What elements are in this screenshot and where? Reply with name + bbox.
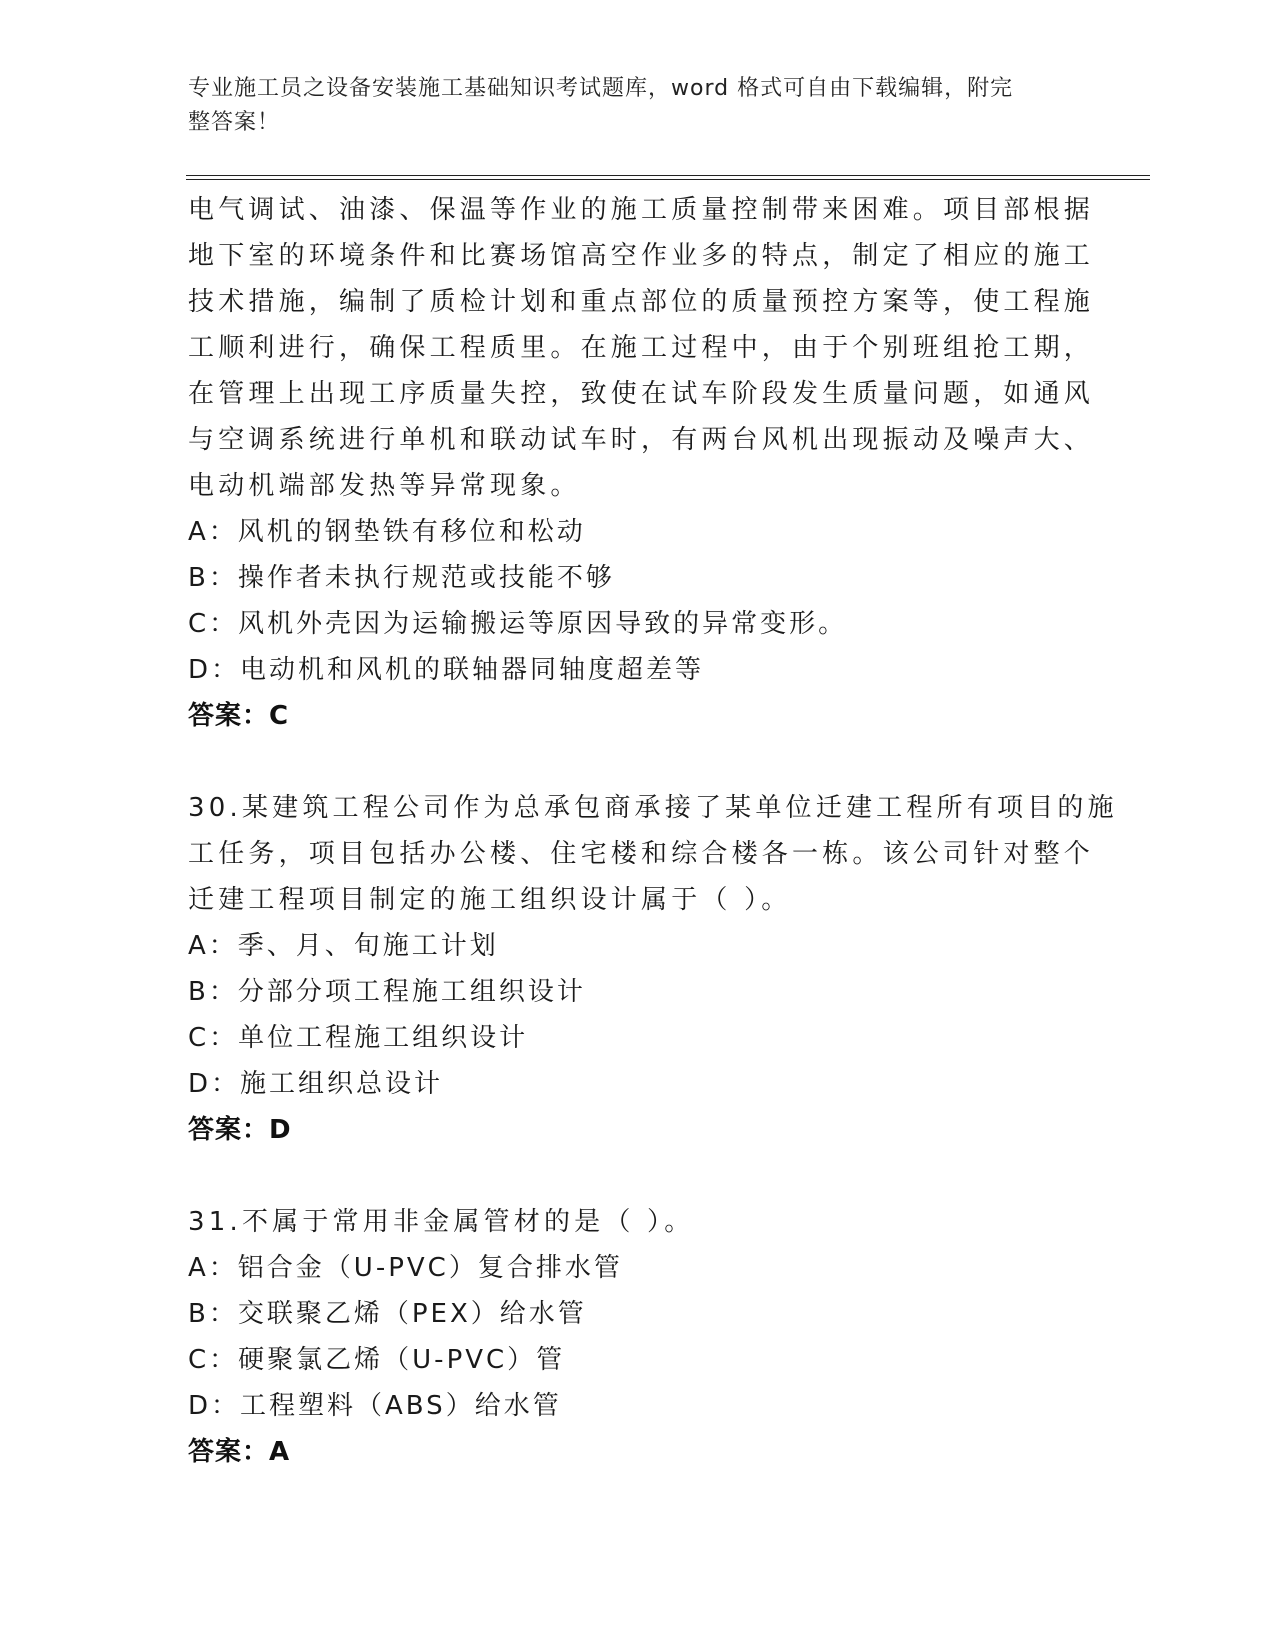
option-d: D：工程塑料（ABS）给水管 bbox=[188, 1391, 562, 1421]
answer-line: 答案：D bbox=[188, 1115, 292, 1145]
question-text-line: 31.不属于常用非金属管材的是（ ）。 bbox=[188, 1207, 695, 1237]
question-text-line: 地下室的环境条件和比赛场馆高空作业多的特点，制定了相应的施工 bbox=[188, 241, 1095, 271]
question-text-line: 电动机端部发热等异常现象。 bbox=[188, 471, 581, 501]
answer-line: 答案：C bbox=[188, 701, 290, 731]
header-line-1: 专业施工员之设备安装施工基础知识考试题库，word 格式可自由下载编辑，附完 bbox=[188, 76, 1014, 101]
option-d: D：施工组织总设计 bbox=[188, 1069, 444, 1099]
option-a: A：季、月、旬施工计划 bbox=[188, 931, 499, 961]
page-header bbox=[188, 72, 1068, 140]
option-d: D：电动机和风机的联轴器同轴度超差等 bbox=[188, 655, 705, 685]
question-text-line: 30.某建筑工程公司作为总承包商承接了某单位迁建工程所有项目的施 bbox=[188, 793, 1118, 823]
option-a: A：铝合金（U-PVC）复合排水管 bbox=[188, 1253, 623, 1283]
option-b: B：操作者未执行规范或技能不够 bbox=[188, 563, 615, 593]
question-spacer bbox=[188, 1153, 1088, 1199]
option-c: C：风机外壳因为运输搬运等原因导致的异常变形。 bbox=[188, 609, 848, 639]
question-text-line: 技术措施，编制了质检计划和重点部位的质量预控方案等，使工程施 bbox=[188, 287, 1095, 317]
question-text-line: 与空调系统进行单机和联动试车时，有两台风机出现振动及噪声大、 bbox=[188, 425, 1095, 455]
question-text-line: 工顺利进行，确保工程质里。在施工过程中，由于个别班组抢工期， bbox=[188, 333, 1095, 363]
option-c: C：单位工程施工组织设计 bbox=[188, 1023, 529, 1053]
answer-line: 答案：A bbox=[188, 1437, 291, 1467]
question-text-line: 工任务，项目包括办公楼、住宅楼和综合楼各一栋。该公司针对整个 bbox=[188, 839, 1095, 869]
option-a: A：风机的钢垫铁有移位和松动 bbox=[188, 517, 586, 547]
option-c: C：硬聚氯乙烯（U-PVC）管 bbox=[188, 1345, 566, 1375]
question-30 bbox=[188, 785, 1118, 1153]
option-b: B：交联聚乙烯（PEX）给水管 bbox=[188, 1299, 587, 1329]
question-text-line: 在管理上出现工序质量失控，致使在试车阶段发生质量问题，如通风 bbox=[188, 379, 1095, 409]
question-text-line: 电气调试、油漆、保温等作业的施工质量控制带来困难。项目部根据 bbox=[188, 195, 1095, 225]
header-line-2: 整答案！ bbox=[188, 110, 281, 135]
question-content bbox=[188, 187, 1118, 1475]
option-b: B：分部分项工程施工组织设计 bbox=[188, 977, 586, 1007]
header-divider bbox=[186, 175, 1150, 180]
question-text-line: 迁建工程项目制定的施工组织设计属于（ ）。 bbox=[188, 885, 792, 915]
question-29 bbox=[188, 187, 1095, 739]
question-31 bbox=[188, 1199, 1088, 1475]
question-spacer bbox=[188, 739, 1088, 785]
